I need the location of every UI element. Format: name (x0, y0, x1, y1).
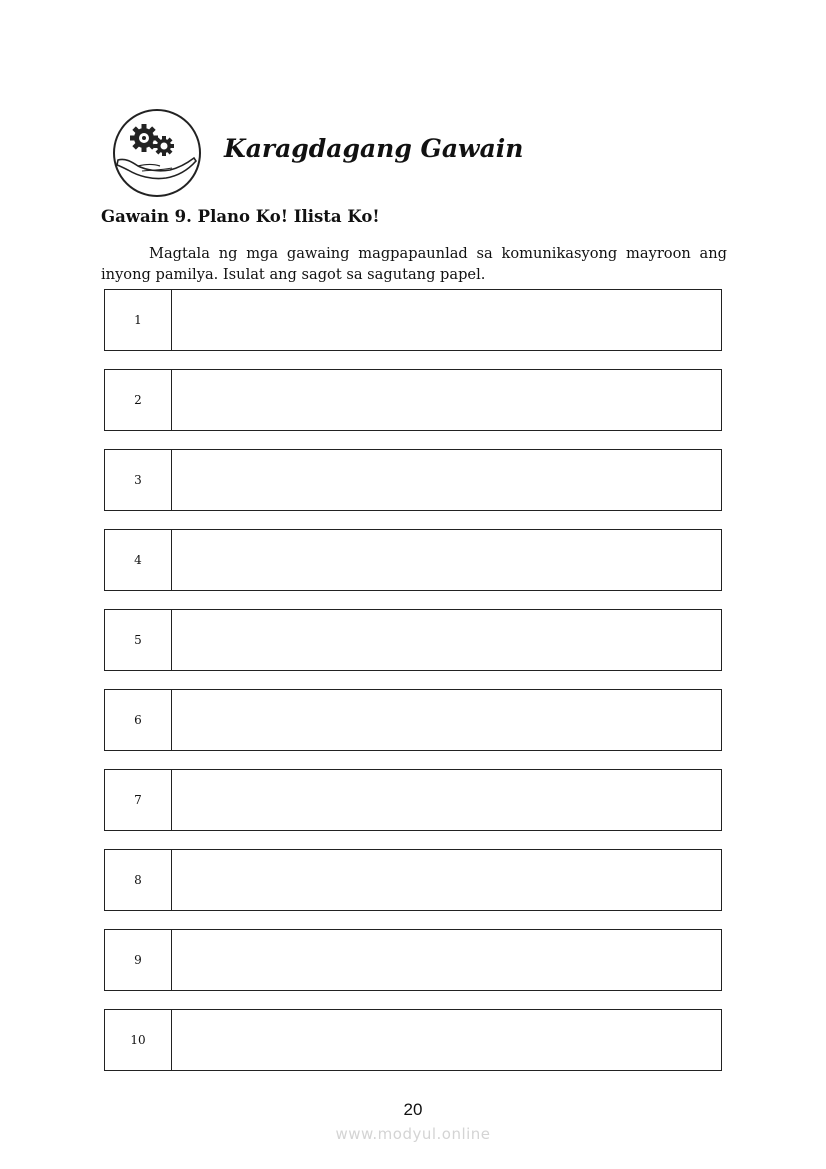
answer-row (104, 369, 722, 431)
row-number: 6 (105, 690, 172, 750)
answer-row (104, 289, 722, 351)
answer-row (104, 929, 722, 991)
answer-field[interactable] (172, 770, 721, 830)
section-title: Karagdagang Gawain (224, 134, 524, 163)
row-number: 2 (105, 370, 172, 430)
answer-row (104, 689, 722, 751)
answer-field[interactable] (172, 450, 721, 510)
row-number: 3 (105, 450, 172, 510)
row-number: 7 (105, 770, 172, 830)
answer-field[interactable] (172, 530, 721, 590)
answer-field[interactable] (172, 610, 721, 670)
answer-field[interactable] (172, 290, 721, 350)
answer-row (104, 849, 722, 911)
answer-field[interactable] (172, 850, 721, 910)
row-number: 4 (105, 530, 172, 590)
answer-field[interactable] (172, 1010, 721, 1070)
answer-row (104, 609, 722, 671)
row-number: 9 (105, 930, 172, 990)
answer-table (104, 289, 722, 1089)
page-number: 20 (403, 1100, 423, 1119)
answer-field[interactable] (172, 930, 721, 990)
row-number: 10 (105, 1010, 172, 1070)
answer-row (104, 769, 722, 831)
activity-title: Gawain 9. Plano Ko! Ilista Ko! (101, 207, 380, 226)
row-number: 1 (105, 290, 172, 350)
gears-in-hand-icon (112, 108, 202, 198)
answer-field[interactable] (172, 690, 721, 750)
answer-row (104, 449, 722, 511)
answer-row (104, 529, 722, 591)
watermark: www.modyul.online (335, 1125, 491, 1143)
answer-row (104, 1009, 722, 1071)
answer-field[interactable] (172, 370, 721, 430)
activity-instructions: Magtala ng mga gawaing magpapaunlad sa komunikasyong mayroon ang inyong pamilya. Isulat ang sagot sa sagutang papel. (101, 245, 727, 283)
row-number: 8 (105, 850, 172, 910)
row-number: 5 (105, 610, 172, 670)
